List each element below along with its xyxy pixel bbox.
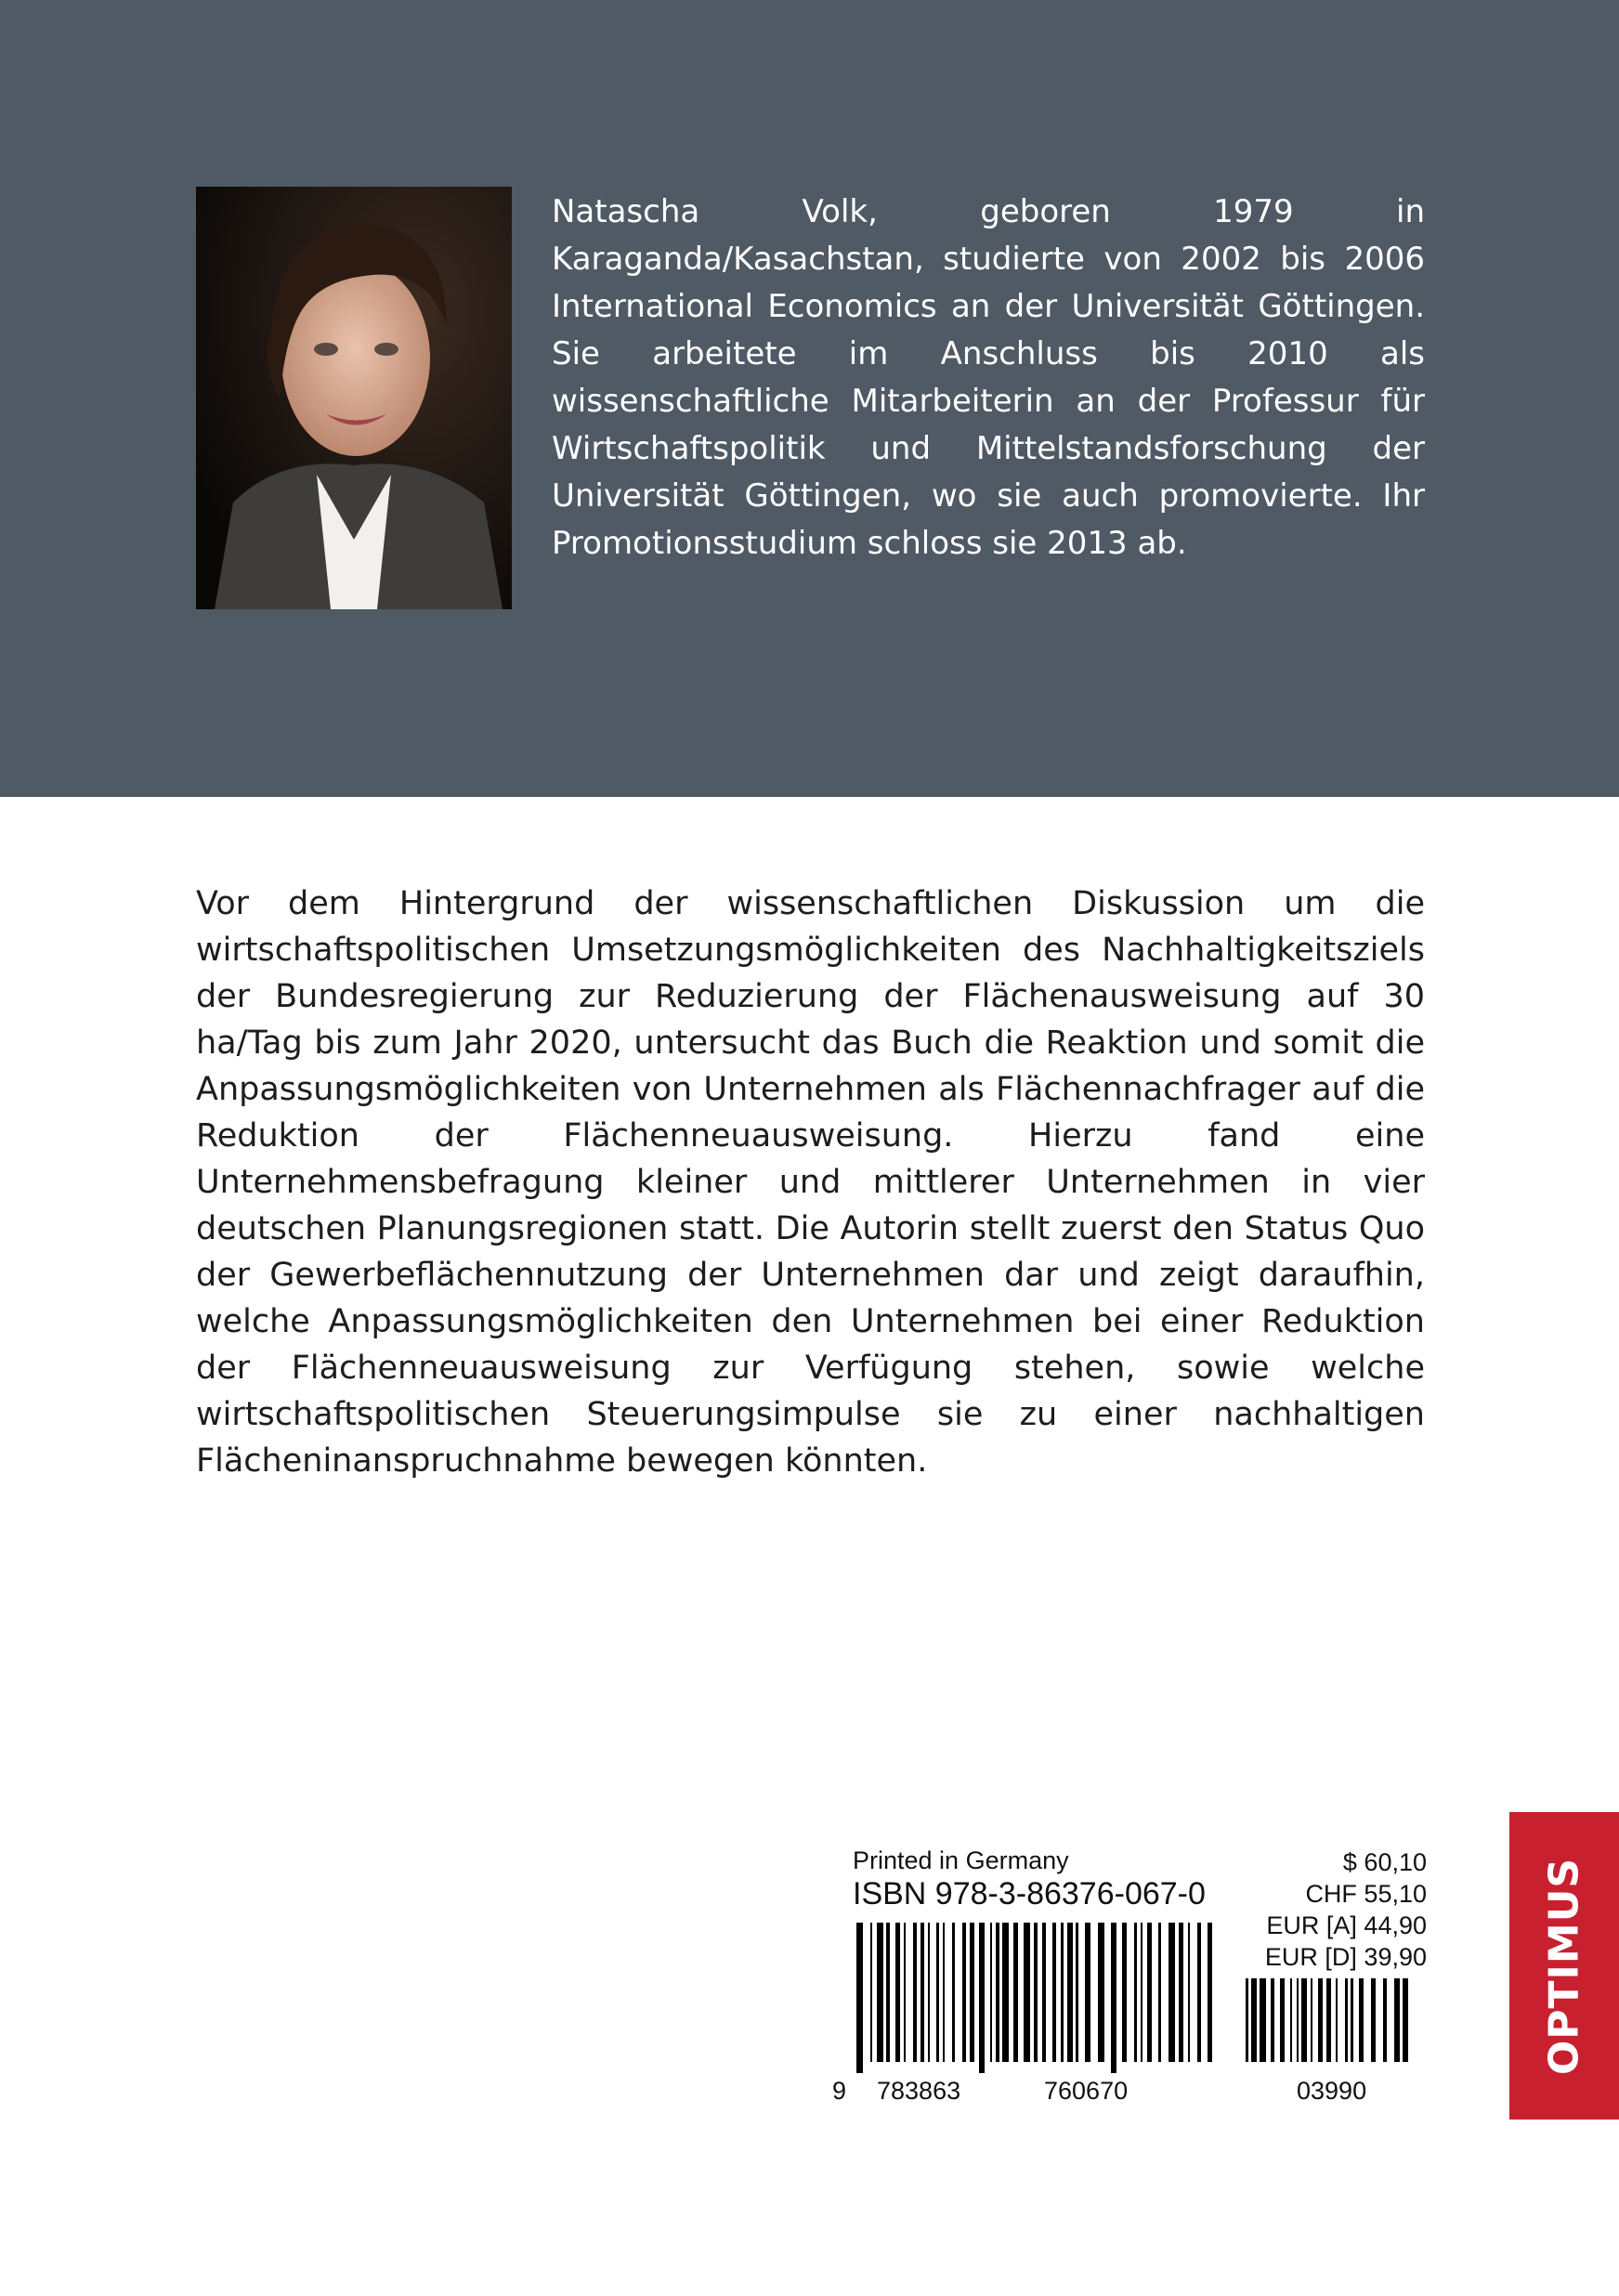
barcode-bar (920, 1923, 924, 2062)
barcode-digit-first: 9 (832, 2077, 847, 2105)
publisher-logo (1509, 1812, 1619, 2120)
barcode-bar (1158, 1923, 1161, 2062)
price-addon-barcode (1242, 1978, 1418, 2073)
price-eur-a: EUR [A] 44,90 (1266, 1911, 1427, 1939)
barcode-bar (1394, 1978, 1400, 2062)
author-bio: Natascha Volk, geboren 1979 in Karaganda/Kasachstan, studierte von 2002 bis 2006 International Economics an der Universität Göttingen. Sie arbeitete im Anschluss bis 2010 als wissenschaftliche Mitarbeiterin an der Professur für Wirtschaftspolitik und Mittelstandsforschung der Universität Göttingen, wo sie auch promovierte. Ihr Promotionsstudium schloss sie 2013 ab. (552, 193, 1425, 562)
price-eur-d: EUR [D] 39,90 (1264, 1943, 1427, 1971)
barcode-bar (1067, 1923, 1073, 2062)
barcode-bar (895, 1923, 900, 2062)
isbn-label: ISBN 978-3-86376-067-0 (853, 1876, 1206, 1911)
addon-digits: 03990 (1297, 2077, 1367, 2105)
barcode-bar (979, 1923, 985, 2073)
barcode-bar (1359, 1978, 1364, 2062)
barcode-bar (936, 1923, 939, 2062)
barcode-bar (1251, 1978, 1257, 2062)
barcode-bar (1318, 1978, 1323, 2062)
barcode-bar (1134, 1923, 1137, 2062)
barcode-bar (1002, 1923, 1009, 2062)
barcode-bar (1301, 1978, 1307, 2062)
barcode-bar (1076, 1923, 1078, 2062)
barcode-bar (1034, 1923, 1038, 2062)
printed-in-label: Printed in Germany (853, 1846, 1069, 1874)
barcode-bar (1311, 1978, 1312, 2062)
barcode-bar (1098, 1923, 1104, 2062)
barcode-bar (1208, 1923, 1212, 2062)
barcode-bar (1111, 1923, 1116, 2073)
barcode-bar (1052, 1923, 1056, 2062)
isbn-barcode (853, 1923, 1219, 2073)
barcode-bar (856, 1923, 863, 2073)
barcode-bar (1297, 1978, 1299, 2062)
barcode-bar (1147, 1923, 1152, 2062)
barcode-bar (1197, 1923, 1201, 2062)
barcode-bar (1179, 1923, 1183, 2062)
barcode-bar (1290, 1978, 1292, 2062)
barcode-bar (1260, 1978, 1266, 2062)
barcode-bar (904, 1923, 906, 2062)
publisher-name: OPTIMUS (1540, 1857, 1588, 2075)
barcode-bar (870, 1923, 872, 2062)
barcode-bar (1246, 1978, 1248, 2062)
barcode-bar (1280, 1978, 1285, 2062)
book-description: Vor dem Hintergrund der wissenschaftlichen Diskussion um die wirtschaftspolitischen Umsetzungsmöglichkeiten des Nachhaltigkeitsziels der Bundesregierung zur Reduzierung der Flächenausweisung auf 30 ha/Tag bis zum Jahr 2020, untersucht das Buch die Reaktion und somit die Anpassungsmöglichkeiten von Unternehmen als Flächennachfrager auf die Reduktion der Flächenneuausweisung. Hierzu fand eine Unternehmensbefragung kleiner und mittlerer Unternehmen in vier deutschen Planungsregionen statt. Die Autorin stellt zuerst den Status Quo der Gewerbeflächennutzung der Unternehmen dar und zeigt daraufhin, welche Anpassungsmöglichkeiten den Unternehmen bei einer Reduktion der Flächenneuausweisung zur Verfügung stehen, sowie welche wirtschaftspolitischen Steuerungsimpulse sie zu einer nachhaltigen Flächeninanspruchnahme bewegen könnten. (196, 885, 1425, 1480)
barcode-bar (970, 1923, 974, 2062)
barcode-bar (928, 1923, 930, 2062)
barcode-bar (962, 1923, 966, 2062)
barcode-bar (1061, 1923, 1064, 2062)
barcode-bar (1042, 1923, 1046, 2062)
author-photo-illustration (196, 187, 512, 609)
author-photo (196, 187, 512, 609)
barcode-bar (913, 1923, 917, 2062)
barcode-bar (1013, 1923, 1018, 2062)
price-chf: CHF 55,10 (1305, 1880, 1427, 1908)
barcode-bar (1345, 1978, 1348, 2062)
barcode-bar (1403, 1978, 1408, 2062)
barcode-bar (1371, 1978, 1376, 2062)
barcode-bar (1141, 1923, 1142, 2062)
barcode-bar (1351, 1978, 1353, 2062)
barcode-bar (943, 1923, 945, 2062)
barcode-bar (990, 1923, 992, 2062)
barcode-bar (1122, 1923, 1127, 2062)
barcode-bar (1271, 1978, 1274, 2062)
barcode-digit-group-1: 783863 (877, 2077, 961, 2105)
price-usd: $ 60,10 (1342, 1848, 1427, 1876)
barcode-bar (952, 1923, 955, 2062)
barcode-bar (1326, 1978, 1331, 2062)
barcode-bar (1085, 1923, 1090, 2062)
barcode-bar (886, 1923, 890, 2062)
barcode-bar (1383, 1978, 1387, 2062)
barcode-bar (1169, 1923, 1175, 2062)
barcode-digit-group-2: 760670 (1044, 2077, 1129, 2105)
barcode-bar (1024, 1923, 1030, 2062)
barcode-bar (1336, 1978, 1338, 2062)
barcode-bar (877, 1923, 883, 2062)
price-list (1265, 1846, 1427, 1973)
barcode-bar (1188, 1923, 1190, 2062)
barcode-bar (996, 1923, 999, 2062)
